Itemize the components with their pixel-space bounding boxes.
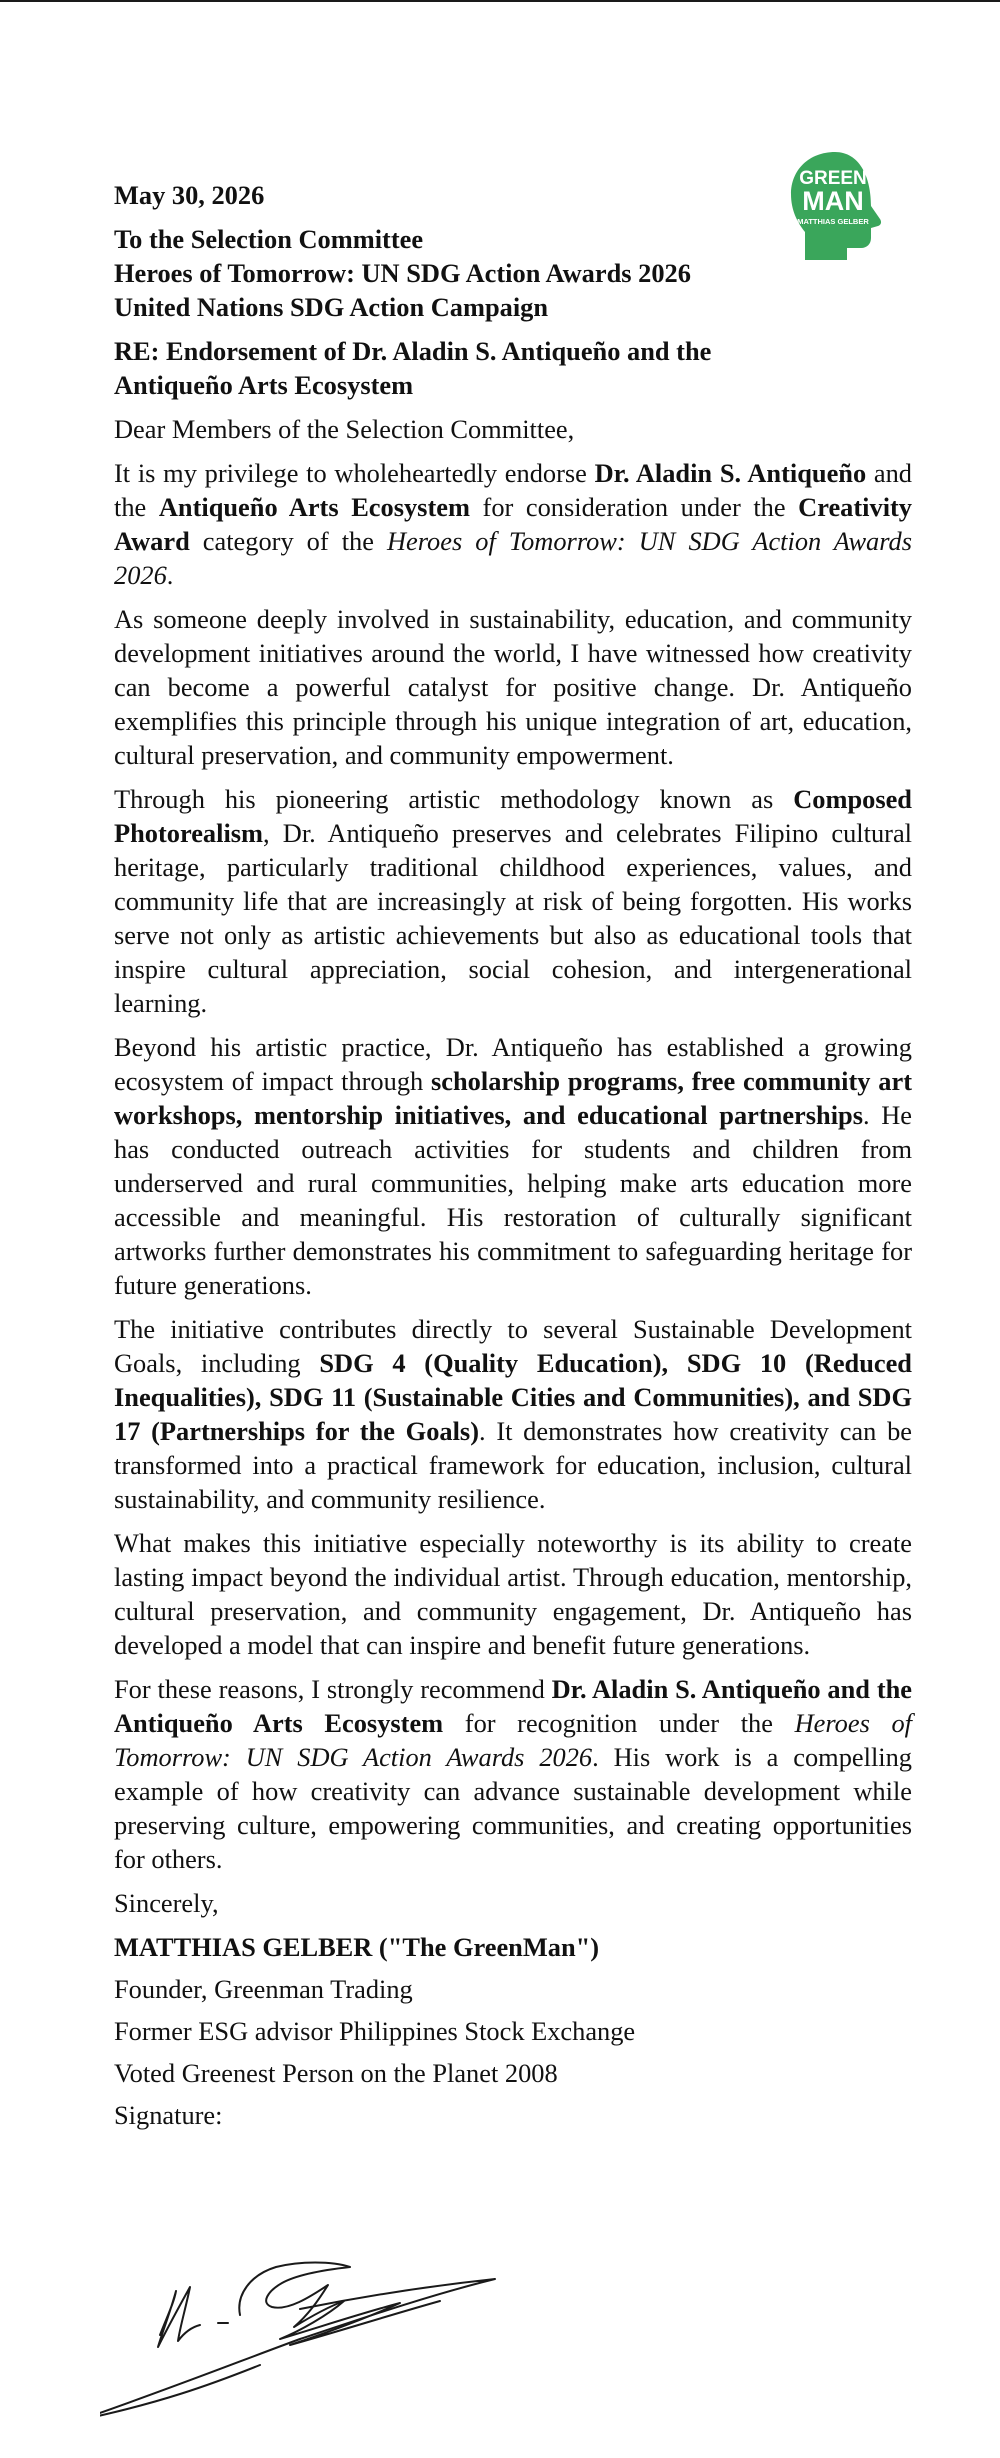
signer-title-2: Former ESG advisor Philippines Stock Exchange (114, 2016, 636, 2046)
signer-title-1: Founder, Greenman Trading (114, 1974, 413, 2004)
p7-text-1: For these reasons, I strongly recommend (114, 1674, 552, 1704)
logo-text-name: MATTHIAS GELBER (797, 217, 869, 226)
p1-text-5: . (166, 560, 174, 590)
page-top-border (0, 0, 1000, 2)
letter-date: May 30, 2026 (114, 180, 265, 210)
p7-text-2: for recognition under the (443, 1708, 795, 1738)
p7-text-3: . His work is a compelling example of how creativity can advance sustainable development while preserving culture, empowering communities, and creating opportunities for others. (114, 1742, 912, 1874)
paragraph-recommendation (114, 1672, 912, 1876)
handwritten-signature (100, 2215, 640, 2440)
p3-text-1: Through his pioneering artistic methodology known as (114, 784, 794, 814)
letter-body (114, 178, 912, 2140)
p1-italic-awards: Heroes of Tomorrow: UN SDG Action Awards 2026 (114, 526, 912, 590)
signer-name: MATTHIAS GELBER ("The GreenMan") (114, 1932, 600, 1962)
p1-text-2: and the (114, 458, 913, 522)
logo-text-green: GREEN (799, 168, 867, 189)
paragraph-methodology (114, 782, 912, 1020)
p5-text-2: . It demonstrates how creativity can be transformed into a practical framework for education, inclusion, cultural sustainability, and community resilience. (114, 1416, 912, 1514)
p5-text-1: The initiative contributes directly to several Sustainable Development Goals, including (114, 1314, 912, 1378)
recipient-line-3: United Nations SDG Action Campaign (114, 292, 549, 322)
paragraph-sdg (114, 1312, 912, 1516)
recipient-block (114, 222, 912, 324)
p1-text-3: for consideration under the (469, 492, 799, 522)
subject-line (114, 334, 912, 402)
p1-text-4: category of the (189, 526, 387, 556)
logo-text-man: MAN (802, 186, 864, 216)
p7-bold-recommend: Dr. Aladin S. Antiqueño and the Antiqueño Arts Ecosystem (114, 1674, 913, 1738)
recipient-line-2: Heroes of Tomorrow: UN SDG Action Awards 2026 (114, 258, 691, 288)
subject-line-1: RE: Endorsement of Dr. Aladin S. Antiqueño and the (114, 336, 712, 366)
recipient-line-1: To the Selection Committee (114, 224, 424, 254)
signature-label: Signature: (114, 2100, 223, 2130)
paragraph-ecosystem (114, 1030, 912, 1302)
p1-bold-ecosystem: Antiqueño Arts Ecosystem (158, 492, 470, 522)
p1-bold-award: Creativity Award (114, 492, 913, 556)
subject-line-2: Antiqueño Arts Ecosystem (114, 370, 414, 400)
paragraph-endorsement (114, 456, 912, 592)
signature-stroke-long-tail (100, 2279, 495, 2420)
salutation: Dear Members of the Selection Committee, (114, 414, 575, 444)
signer-title-3: Voted Greenest Person on the Planet 2008 (114, 2058, 558, 2088)
p3-bold-method: Composed Photorealism (114, 784, 912, 848)
p5-bold-goals: SDG 4 (Quality Education), SDG 10 (Reduced Inequalities), SDG 11 (Sustainable Cities and Communities), and SDG 17 (Partnerships for the Goals) (114, 1348, 912, 1446)
paragraph-impact: What makes this initiative especially noteworthy is its ability to create lasting impact beyond the individual artist. Through education, mentorship, cultural preservation, and community engagement, Dr. Antiqueño has developed a model that can inspire and benefit future generations. (114, 1528, 912, 1660)
closing: Sincerely, (114, 1888, 219, 1918)
signer-block (114, 1930, 912, 2132)
p4-bold-programs: scholarship programs, free community art workshops, mentorship initiatives, and educational partnerships (114, 1066, 912, 1130)
p4-text-2: . He has conducted outreach activities for students and children from underserved and rural communities, helping make arts education more accessible and meaningful. His restoration of culturally significant artworks further demonstrates his commitment to safeguarding heritage for future generations. (114, 1100, 912, 1300)
p1-text-1: It is my privilege to wholeheartedly endorse (114, 458, 595, 488)
p1-bold-name: Dr. Aladin S. Antiqueño (594, 458, 867, 488)
p4-text-1: Beyond his artistic practice, Dr. Antiqueño has established a growing ecosystem of impact through (114, 1032, 912, 1096)
p3-text-2: , Dr. Antiqueño preserves and celebrates Filipino cultural heritage, particularly traditional childhood experiences, values, and community life that are increasingly at risk of being forgotten. His works serve not only as artistic achievements but also as educational tools that inspire cultural appreciation, social cohesion, and intergenerational learning. (114, 818, 912, 1018)
p7-italic-awards: Heroes of Tomorrow: UN SDG Action Awards 2026 (114, 1708, 912, 1772)
signature-stroke-m (158, 2287, 200, 2347)
paragraph-sustainability: As someone deeply involved in sustainability, education, and community development initiatives around the world, I have witnessed how creativity can become a powerful catalyst for positive change. Dr. Antiqueño exemplifies this principle through his unique integration of art, education, cultural preservation, and community empowerment. (114, 604, 912, 770)
